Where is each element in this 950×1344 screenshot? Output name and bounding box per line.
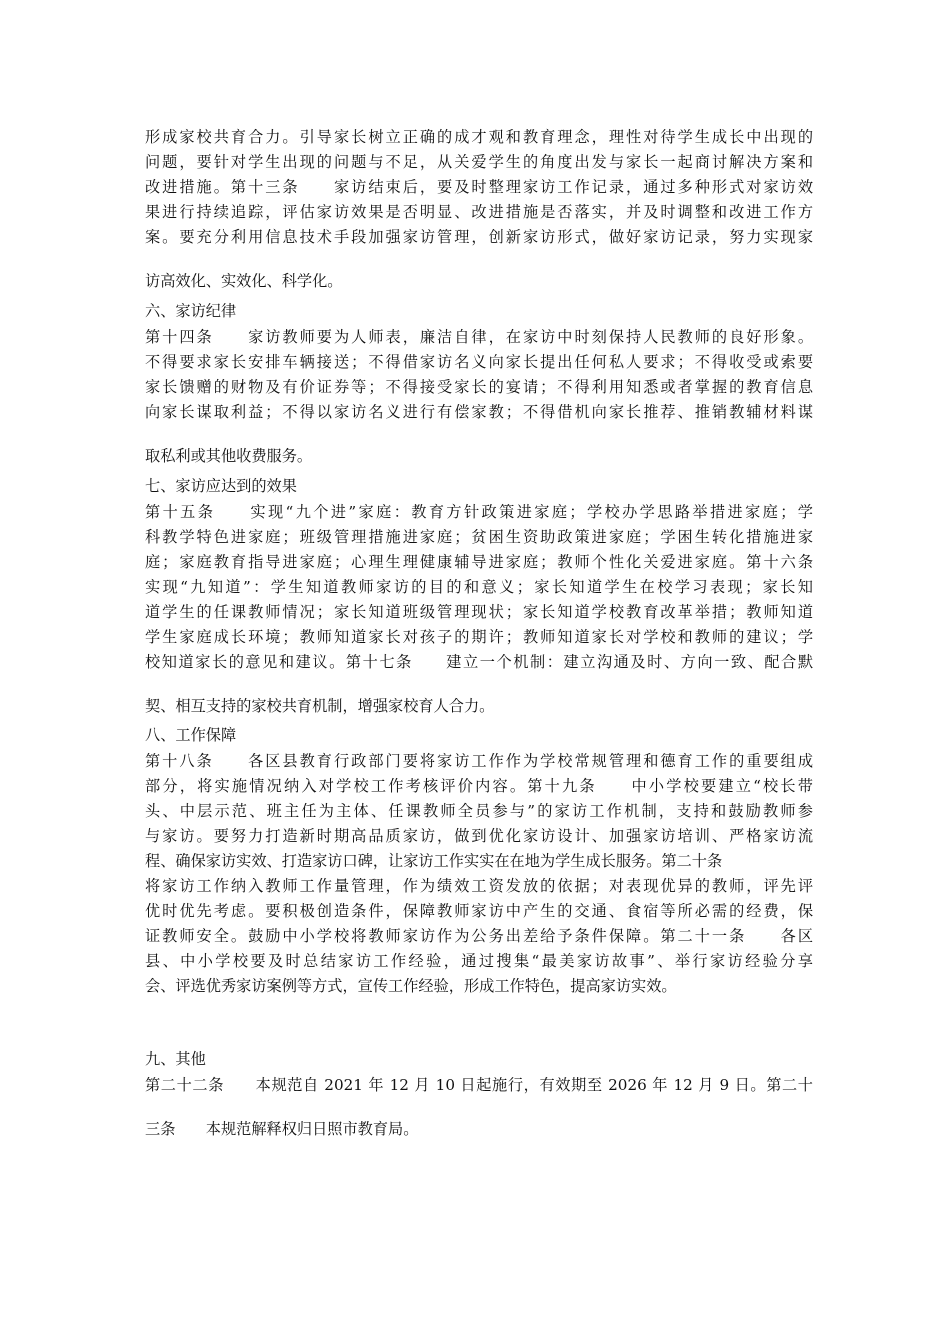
body-text-line: 道学生的任课教师情况；家长知道班级管理现状；家长知道学校教育改革举措；教师知道 — [145, 603, 813, 621]
section-heading: 八、工作保障 — [145, 726, 237, 744]
section-heading: 七、家访应达到的效果 — [145, 477, 297, 495]
body-text-line: 果进行持续追踪，评估家访效果是否明显、改进措施是否落实，并及时调整和改进工作方 — [145, 203, 813, 221]
body-text-line: 第十八条 各区县教育行政部门要将家访工作作为学校常规管理和德育工作的重要组成 — [145, 752, 813, 770]
body-text-line: 案。要充分利用信息技术手段加强家访管理，创新家访形式，做好家访记录，努力实现家 — [145, 228, 813, 246]
body-text-line: 改进措施。第十三条 家访结束后，要及时整理家访工作记录，通过多种形式对家访效 — [145, 178, 813, 196]
body-text-line: 部分，将实施情况纳入对学校工作考核评价内容。第十九条 中小学校要建立“校长带 — [145, 777, 813, 795]
body-text-line: 庭；家庭教育指导进家庭；心理生理健康辅导进家庭；教师个性化关爱进家庭。第十六条 — [145, 553, 813, 571]
body-text-line: 第十五条 实现“九个进”家庭：教育方针政策进家庭；学校办学思路举措进家庭；学 — [145, 503, 813, 521]
body-text-line: 头、中层示范、班主任为主体、任课教师全员参与”的家访工作机制，支持和鼓励教师参 — [145, 802, 813, 820]
body-text-line: 向家长谋取利益；不得以家访名义进行有偿家教；不得借机向家长推荐、推销教辅材料谋 — [145, 403, 813, 421]
body-text-line: 家长馈赠的财物及有价证券等；不得接受家长的宴请；不得利用知悉或者掌握的教育信息 — [145, 378, 813, 396]
body-text-line: 与家访。要努力打造新时期高品质家访，做到优化家访设计、加强家访培训、严格家访流 — [145, 827, 813, 845]
body-text-line: 不得要求家长安排车辆接送；不得借家访名义向家长提出任何私人要求；不得收受或索要 — [145, 353, 813, 371]
body-text-line: 将家访工作纳入教师工作量管理，作为绩效工资发放的依据；对表现优异的教师，评先评 — [145, 877, 813, 895]
body-text-line: 学生家庭成长环境；教师知道家长对孩子的期许；教师知道家长对学校和教师的建议；学 — [145, 628, 813, 646]
body-text-line: 取私利或其他收费服务。 — [145, 447, 313, 465]
body-text-line: 优时优先考虑。要积极创造条件，保障教师家访中产生的交通、食宿等所必需的经费，保 — [145, 902, 813, 920]
body-text-line: 问题，要针对学生出现的问题与不足，从关爱学生的角度出发与家长一起商讨解决方案和 — [145, 153, 813, 171]
section-heading: 六、家访纪律 — [145, 302, 237, 320]
body-text-line: 第十四条 家访教师要为人师表，廉洁自律，在家访中时刻保持人民教师的良好形象。 — [145, 328, 813, 346]
body-text-line: 会、评选优秀家访案例等方式，宣传工作经验，形成工作特色，提高家访实效。 — [145, 977, 677, 995]
body-text-line: 科教学特色进家庭；班级管理措施进家庭；贫困生资助政策进家庭；学困生转化措施进家 — [145, 528, 813, 546]
body-text-line: 契、相互支持的家校共育机制，增强家校育人合力。 — [145, 697, 495, 715]
body-text-line: 第二十二条 本规范自 2021 年 12 月 10 日起施行，有效期至 2026 年 12 月 9 日。第二十 — [145, 1076, 813, 1094]
body-text-line: 三条 本规范解释权归日照市教育局。 — [145, 1120, 419, 1138]
body-text-line: 程、确保家访实效、打造家访口碑，让家访工作实实在在地为学生成长服务。第二十条 — [145, 852, 723, 870]
body-text-line: 校知道家长的意见和建议。第十七条 建立一个机制：建立沟通及时、方向一致、配合默 — [145, 653, 813, 671]
body-text-line: 实现“九知道”：学生知道教师家访的目的和意义；家长知道学生在校学习表现；家长知 — [145, 578, 813, 596]
body-text-line: 形成家校共育合力。引导家长树立正确的成才观和教育理念，理性对待学生成长中出现的 — [145, 128, 813, 146]
section-heading: 九、其他 — [145, 1050, 206, 1068]
body-text-line: 访高效化、实效化、科学化。 — [145, 272, 343, 290]
body-text-line: 县、中小学校要及时总结家访工作经验，通过搜集“最美家访故事”、举行家访经验分享 — [145, 952, 813, 970]
body-text-line: 证教师安全。鼓励中小学校将教师家访作为公务出差给予条件保障。第二十一条 各区 — [145, 927, 813, 945]
